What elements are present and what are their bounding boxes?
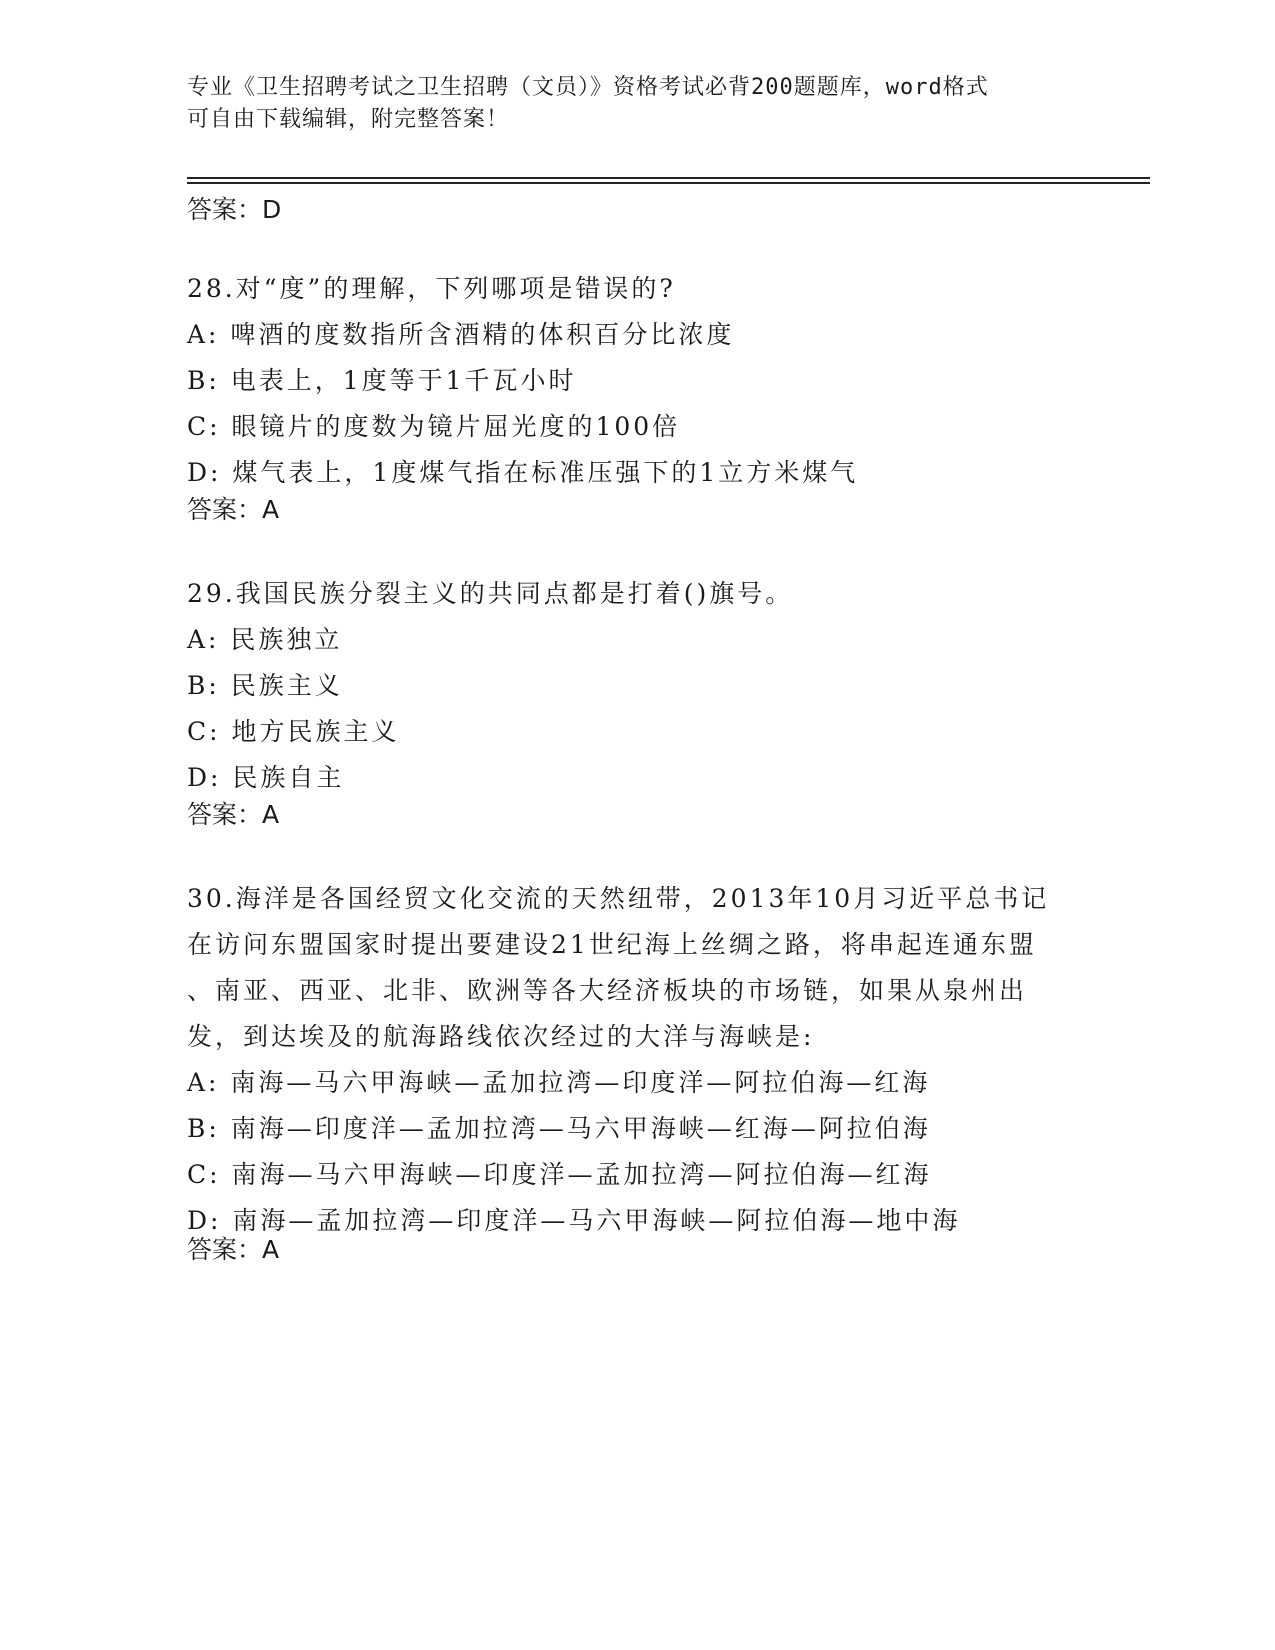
header-line-1: 专业《卫生招聘考试之卫生招聘（文员）》资格考试必背200题题库，word格式	[187, 75, 989, 100]
option-c: C: 地方民族主义	[187, 717, 400, 746]
header-line-2: 可自由下载编辑，附完整答案！	[187, 107, 510, 132]
option-a: A: 南海—马六甲海峡—孟加拉湾—印度洋—阿拉伯海—红海	[187, 1068, 931, 1097]
previous-answer: 答案：D	[187, 195, 282, 224]
header-rule-bottom	[187, 182, 1150, 184]
answer-label: 答案：A	[187, 495, 280, 524]
question-text: 28.对“度”的理解，下列哪项是错误的?	[187, 274, 676, 303]
option-a: A: 啤酒的度数指所含酒精的体积百分比浓度	[187, 320, 735, 349]
question-text-line-2: 在访问东盟国家时提出要建设21世纪海上丝绸之路，将串起连通东盟	[187, 930, 1037, 959]
option-c: C: 眼镜片的度数为镜片屈光度的100倍	[187, 412, 681, 441]
question-text-line-1: 30.海洋是各国经贸文化交流的天然纽带，2013年10月习近平总书记	[187, 884, 1050, 913]
header-rule-top	[187, 177, 1150, 179]
option-b: B: 电表上，1度等于1千瓦小时	[187, 366, 577, 395]
question-block	[187, 876, 1087, 1244]
option-b: B: 民族主义	[187, 671, 343, 700]
option-c: C: 南海—马六甲海峡—印度洋—孟加拉湾—阿拉伯海—红海	[187, 1160, 932, 1189]
answer-label: 答案：A	[187, 800, 280, 829]
question-text: 29.我国民族分裂主义的共同点都是打着()旗号。	[187, 579, 794, 608]
question-block	[187, 571, 1087, 801]
option-b: B: 南海—印度洋—孟加拉湾—马六甲海峡—红海—阿拉伯海	[187, 1114, 931, 1143]
answer-label: 答案：A	[187, 1235, 280, 1264]
option-a: A: 民族独立	[187, 625, 343, 654]
option-d: D: 民族自主	[187, 763, 345, 792]
question-text-line-3: 、南亚、西亚、北非、欧洲等各大经济板块的市场链，如果从泉州出	[187, 976, 1028, 1005]
question-block	[187, 266, 1087, 496]
document-header	[187, 72, 1087, 136]
option-d: D: 南海—孟加拉湾—印度洋—马六甲海峡—阿拉伯海—地中海	[187, 1206, 961, 1235]
question-text-line-4: 发，到达埃及的航海路线依次经过的大洋与海峡是:	[187, 1022, 815, 1051]
option-d: D: 煤气表上，1度煤气指在标准压强下的1立方米煤气	[187, 458, 859, 487]
